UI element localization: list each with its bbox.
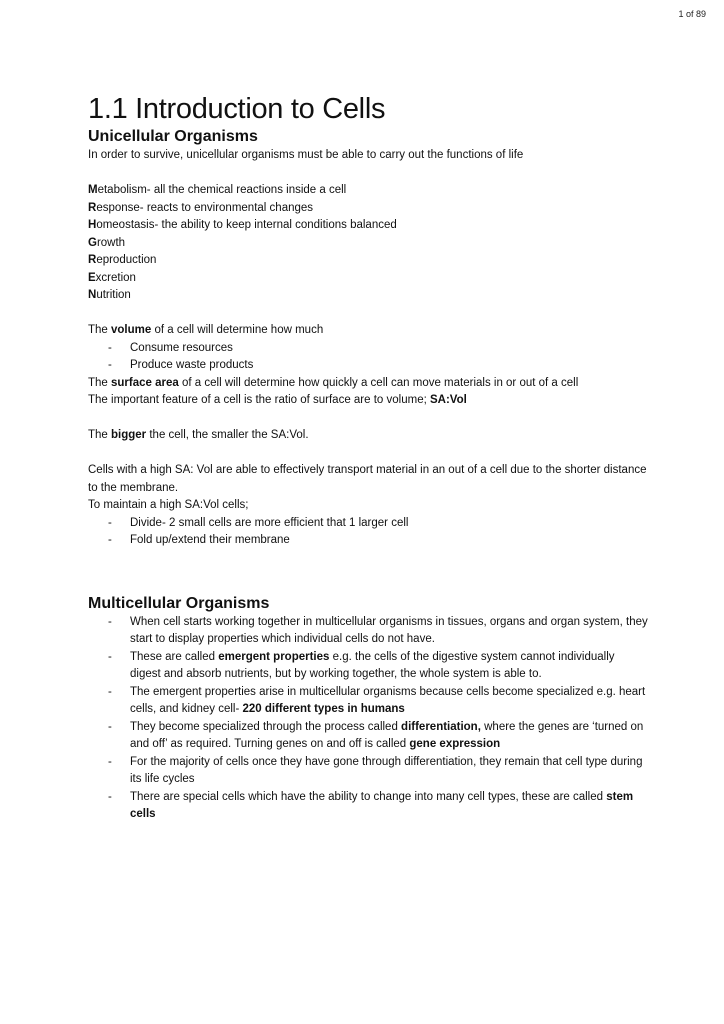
multicellular-list: [88, 614, 648, 824]
list-item: - Consume resources: [88, 340, 648, 358]
function-item: Reproduction: [88, 254, 157, 266]
function-item: Homeostasis- the ability to keep internal conditions balanced: [88, 219, 397, 231]
list-item: - Produce waste products: [88, 357, 648, 375]
list-item: - The emergent properties arise in multicellular organisms because cells become specialized e.g. heart cells, and kidney cell- 220 different types in humans: [88, 684, 648, 719]
multicellular-section: [88, 594, 648, 824]
list-item: - They become specialized through the process called differentiation, where the genes are ‘turned on and off’ as required. Turning genes on and off is called gene expression: [88, 719, 648, 754]
volume-list: [88, 340, 648, 375]
function-item: Metabolism- all the chemical reactions inside a cell: [88, 184, 347, 196]
document-body: [88, 92, 648, 824]
function-item: Excretion: [88, 271, 136, 284]
unicellular-intro: In order to survive, unicellular organisms must be able to carry out the functions of life: [88, 149, 524, 161]
maintain-list: [88, 515, 648, 550]
page-number: 1 of 89: [678, 9, 706, 19]
volume-paragraph: The volume of a cell will determine how much: [88, 324, 324, 336]
maintain-paragraph: To maintain a high SA:Vol cells;: [88, 499, 249, 511]
list-item: - When cell starts working together in multicellular organisms in tissues, organs and organ system, they start to display properties which individual cells do not have.: [88, 614, 648, 649]
list-item: - Fold up/extend their membrane: [88, 532, 648, 550]
bigger-paragraph: The bigger the cell, the smaller the SA:Vol.: [88, 429, 309, 441]
ratio-paragraph: The important feature of a cell is the ratio of surface are to volume; SA:Vol: [88, 394, 467, 406]
list-item: - These are called emergent properties e.g. the cells of the digestive system cannot individually digest and absorb nutrients, but by working together, the whole system is able to.: [88, 649, 648, 684]
unicellular-section: [88, 127, 648, 550]
function-item: Growth: [88, 236, 126, 249]
functions-of-life-list: [88, 182, 648, 305]
surface-area-paragraph: The surface area of a cell will determine how quickly a cell can move materials in or out of a cell: [88, 376, 579, 389]
list-item: - Divide- 2 small cells are more efficient that 1 larger cell: [88, 515, 648, 533]
multicellular-heading: Multicellular Organisms: [88, 594, 270, 612]
list-item: - There are special cells which have the ability to change into many cell types, these are called stem cells: [88, 789, 648, 824]
unicellular-heading: Unicellular Organisms: [88, 128, 258, 145]
function-item: Nutrition: [88, 289, 131, 301]
function-item: Response- reacts to environmental changes: [88, 201, 314, 214]
page-title: 1.1 Introduction to Cells: [88, 93, 386, 125]
list-item: - For the majority of cells once they have gone through differentiation, they remain that cell type during its life cycles: [88, 754, 648, 789]
high-sa-paragraph: Cells with a high SA: Vol are able to effectively transport material in an out of a cell due to the shorter distance to the membrane.: [88, 464, 647, 494]
